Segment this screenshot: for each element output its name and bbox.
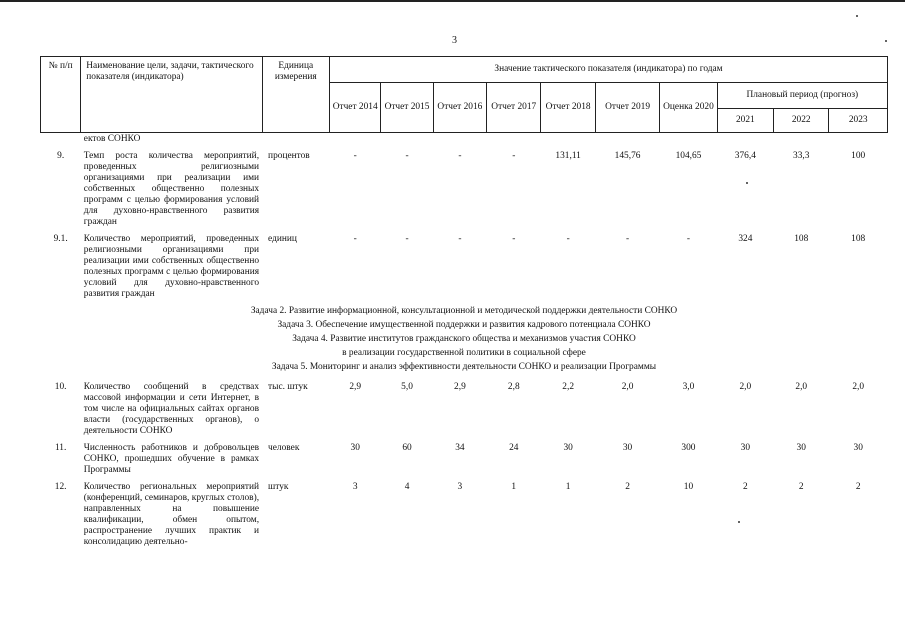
row-value: 2,0: [795, 382, 808, 392]
row-value: 2,9: [349, 382, 362, 392]
table-row: [41, 476, 888, 548]
row-value: 376,4: [734, 151, 756, 161]
row-value: -: [458, 151, 462, 161]
row-value: 4: [404, 482, 410, 492]
continuation-text: ектов СОНКО: [83, 134, 141, 144]
row-value: 2: [625, 482, 630, 492]
row-value: 30: [563, 443, 573, 453]
row-value: 2: [798, 482, 804, 492]
row-value: 108: [851, 234, 866, 244]
row-value: 2,2: [562, 382, 574, 392]
row-value: 108: [794, 234, 809, 244]
row-name: Количество региональных мероприятий (конференций, семинаров, круглых столов), направленных на повышение квалификации, обмен опытом, распространение лучших практик и консолидацию деятельно-: [83, 482, 260, 547]
row-value: -: [458, 234, 462, 244]
task-heading-continuation: в реализации государственной политики в социальной сфере: [342, 348, 586, 358]
header-unit: Единица измерения: [262, 57, 329, 133]
scan-speck: [856, 15, 858, 17]
scan-speck: [885, 40, 887, 42]
header-year: Оценка 2020: [660, 83, 717, 133]
row-value: 131,11: [555, 151, 581, 161]
row-value: 145,76: [614, 151, 641, 161]
row-value: 100: [851, 151, 866, 161]
row-value: 30: [622, 443, 633, 453]
row-value: -: [353, 234, 357, 244]
table-row: [41, 145, 888, 228]
row-value: 1: [565, 482, 571, 492]
header-year: Отчет 2014: [330, 83, 381, 133]
row-unit: человек: [268, 443, 300, 453]
row-value: -: [353, 151, 357, 161]
row-value: 30: [796, 443, 806, 453]
row-value: 10: [683, 482, 694, 492]
row-value: 24: [509, 443, 519, 453]
row-value: 104,65: [675, 151, 702, 161]
row-value: 300: [681, 443, 696, 453]
header-plan-group: Плановый период (прогноз): [717, 83, 887, 109]
task-heading-row: [41, 318, 888, 332]
row-name: Темп роста количества мероприятий, проведенных религиозными организациями при реализации ими собственных общественно полезных программ с целью формирования условий для духовно-нравственного развития граждан: [83, 151, 260, 227]
page-top-rule: [0, 0, 905, 2]
indicator-table: [40, 56, 888, 548]
row-value: 2: [855, 482, 861, 492]
row-value: 5,0: [401, 382, 413, 392]
row-value: 324: [738, 234, 753, 244]
row-name: Количество мероприятий, проведенных религиозными организациями при реализации ими собственных общественно полезных программ с целью формирования условий для духовно-нравственного развития граждан: [83, 234, 260, 299]
row-value: 33,3: [793, 151, 810, 161]
row-value: -: [405, 234, 409, 244]
row-value: -: [512, 234, 516, 244]
task-heading: Задача 2. Развитие информационной, консультационной и методической поддержки деятельности СОНКО: [250, 306, 678, 316]
task-heading-row: [41, 300, 888, 318]
row-num: 10.: [54, 382, 67, 392]
row-name: Численность работников и добровольцев СОНКО, прошедших обучение в рамках Программы: [83, 443, 260, 475]
header-year: Отчет 2016: [433, 83, 486, 133]
header-year: Отчет 2019: [595, 83, 659, 133]
table-row: [41, 228, 888, 300]
table-row: [41, 376, 888, 437]
task-heading-row: [41, 346, 888, 360]
row-value: 34: [455, 443, 465, 453]
row-value: -: [686, 234, 691, 244]
row-value: -: [566, 234, 570, 244]
table-body: [41, 133, 888, 549]
header-year: Отчет 2015: [381, 83, 433, 133]
row-num: 9.1.: [53, 234, 68, 244]
continuation-row: [41, 133, 888, 146]
header-year: Отчет 2017: [487, 83, 541, 133]
row-unit: штук: [268, 482, 289, 492]
header-plan-year: 2021: [717, 109, 773, 133]
row-value: 1: [511, 482, 517, 492]
header-name: Наименование цели, задачи, тактического показателя (индикатора): [81, 57, 262, 133]
row-value: 60: [402, 443, 412, 453]
task-heading: Задача 3. Обеспечение имущественной поддержки и развития кадрового потенциала СОНКО: [277, 320, 651, 330]
row-unit: процентов: [268, 151, 310, 161]
row-value: 2,9: [454, 382, 466, 392]
row-value: 2: [743, 482, 748, 492]
row-value: -: [625, 234, 630, 244]
page-number: 3: [452, 35, 457, 46]
row-value: 3,0: [682, 382, 695, 392]
task-heading-row: [41, 360, 888, 376]
table-header: [41, 57, 888, 133]
header-num: № п/п: [41, 57, 81, 133]
row-value: 3: [352, 482, 358, 492]
task-heading-row: [41, 332, 888, 346]
row-value: 30: [740, 443, 751, 453]
row-value: 2,0: [621, 382, 634, 392]
header-plan-year: 2023: [829, 109, 888, 133]
row-num: 12.: [54, 482, 67, 492]
task-heading: Задача 4. Развитие институтов гражданского общества и механизмов участия СОНКО: [292, 334, 636, 344]
task-heading: Задача 5. Мониторинг и анализ эффективности деятельности СОНКО и реализации Программы: [271, 362, 657, 372]
header-plan-year: 2022: [774, 109, 829, 133]
header-values-group: Значение тактического показателя (индикатора) по годам: [330, 57, 888, 83]
row-num: 11.: [54, 443, 67, 453]
row-value: -: [512, 151, 516, 161]
header-year: Отчет 2018: [541, 83, 595, 133]
row-name: Количество сообщений в средствах массовой информации и сети Интернет, в том числе на официальных сайтах органов власти (государственных органов), о деятельности СОНКО: [83, 382, 260, 436]
row-value: 2,0: [739, 382, 752, 392]
row-value: 30: [853, 443, 863, 453]
row-value: 2,0: [852, 382, 865, 392]
row-unit: единиц: [268, 234, 297, 244]
row-num: 9.: [57, 151, 65, 161]
row-value: -: [405, 151, 409, 161]
row-value: 30: [350, 443, 360, 453]
row-value: 3: [457, 482, 463, 492]
table-row: [41, 437, 888, 476]
row-value: 2,8: [507, 382, 520, 392]
row-unit: тыс. штук: [268, 382, 308, 392]
